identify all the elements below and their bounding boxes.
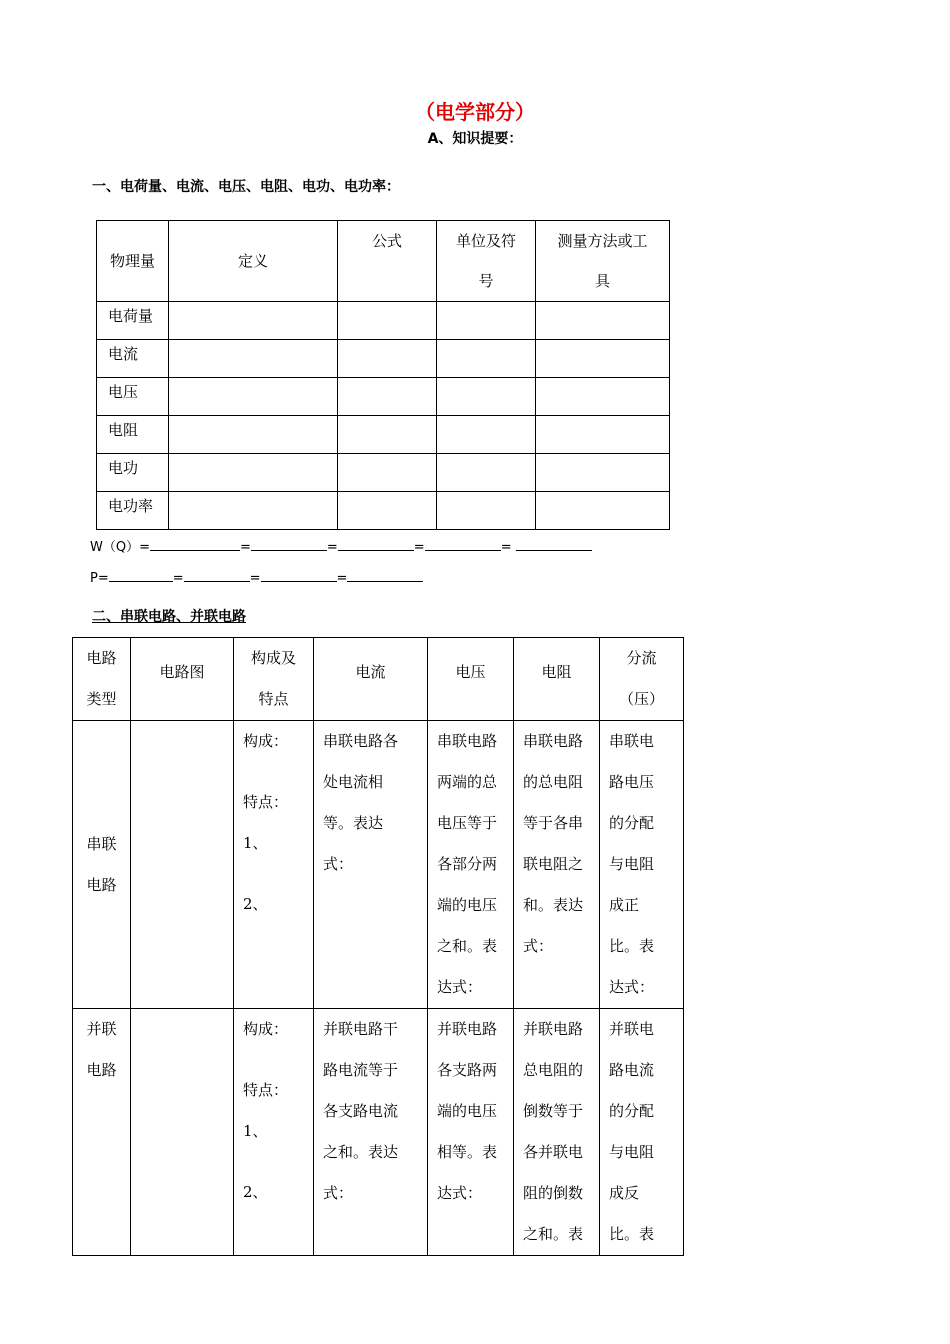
work-formula-line bbox=[90, 536, 592, 555]
table-row bbox=[97, 454, 670, 492]
series-resistance-cell bbox=[514, 721, 600, 1009]
cell-line: 的分配 bbox=[609, 1102, 655, 1120]
cell-line: 1、 bbox=[243, 1122, 268, 1140]
header-current bbox=[314, 638, 428, 721]
cell-line: 路电流 bbox=[609, 1061, 655, 1079]
header-composition bbox=[234, 638, 314, 721]
table-row bbox=[97, 378, 670, 416]
cell-line: 式： bbox=[523, 937, 554, 955]
cell-line: 两端的总 bbox=[437, 773, 498, 791]
header-line: 电压 bbox=[455, 663, 486, 681]
table-cell[interactable] bbox=[169, 454, 338, 492]
series-diagram-cell[interactable] bbox=[131, 721, 234, 1009]
fill-blank[interactable] bbox=[150, 538, 240, 551]
table-row bbox=[97, 302, 670, 340]
header-formula bbox=[338, 221, 437, 302]
cell-line: 电路 bbox=[86, 875, 117, 894]
header-circuit-type bbox=[73, 638, 131, 721]
cell-line: 并联 bbox=[86, 1020, 117, 1038]
header-unit-line: 号 bbox=[478, 272, 494, 290]
cell-line: 达式： bbox=[437, 978, 483, 996]
series-voltage-cell bbox=[428, 721, 514, 1009]
table-row bbox=[97, 416, 670, 454]
header-method-line: 测量方法或工 bbox=[557, 232, 648, 250]
table-cell[interactable] bbox=[437, 378, 536, 416]
fill-blank[interactable] bbox=[338, 538, 414, 551]
cell-line: 等于各串 bbox=[523, 814, 584, 832]
table-cell[interactable] bbox=[437, 454, 536, 492]
cell-line: 1、 bbox=[243, 834, 268, 852]
cell-line: 端的电压 bbox=[437, 1102, 498, 1120]
table-cell[interactable] bbox=[338, 378, 437, 416]
cell-line: 式： bbox=[323, 855, 354, 873]
cell-line: 成正 bbox=[609, 896, 640, 914]
table-cell[interactable] bbox=[437, 492, 536, 530]
cell-line: 的分配 bbox=[609, 814, 655, 832]
equals-sign: = bbox=[239, 540, 251, 555]
cell-line: 电路 bbox=[86, 1061, 117, 1079]
fill-blank[interactable] bbox=[184, 569, 250, 582]
cell-line: 串联 bbox=[86, 834, 117, 853]
cell-line: 阻的倒数 bbox=[523, 1184, 584, 1202]
power-formula-line bbox=[90, 569, 423, 586]
cell-line: 串联电路 bbox=[437, 732, 498, 750]
table-header-row bbox=[73, 638, 684, 721]
cell-line: 路电压 bbox=[609, 773, 655, 791]
table-row-parallel bbox=[73, 1009, 684, 1256]
equals-sign: = bbox=[413, 540, 425, 555]
parallel-diagram-cell[interactable] bbox=[131, 1009, 234, 1256]
table-cell[interactable] bbox=[437, 416, 536, 454]
cell-line: 成反 bbox=[609, 1184, 640, 1202]
cell-line: 比。表 bbox=[609, 1225, 655, 1243]
parallel-voltage-cell bbox=[428, 1009, 514, 1256]
table-cell[interactable] bbox=[536, 302, 670, 340]
equals-sign: = bbox=[326, 540, 338, 555]
parallel-current-cell bbox=[314, 1009, 428, 1256]
cell-line: 等。表达 bbox=[323, 814, 384, 832]
table-cell[interactable] bbox=[536, 378, 670, 416]
parallel-composition-cell bbox=[234, 1009, 314, 1256]
table-cell[interactable] bbox=[169, 492, 338, 530]
document-title: （电学部分） bbox=[415, 100, 535, 124]
cell-line: 比。表 bbox=[609, 937, 655, 955]
table-cell[interactable] bbox=[338, 416, 437, 454]
header-line: （压） bbox=[618, 690, 664, 708]
fill-blank[interactable] bbox=[516, 538, 592, 551]
cell-line: 之和。表 bbox=[437, 937, 498, 955]
table-cell[interactable] bbox=[437, 340, 536, 378]
cell-line: 构成： bbox=[243, 1020, 289, 1038]
cell-line: 处电流相 bbox=[323, 773, 384, 791]
table-cell[interactable] bbox=[536, 454, 670, 492]
table-cell[interactable] bbox=[338, 492, 437, 530]
row-label: 电荷量 bbox=[97, 302, 169, 340]
cell-line: 并联电 bbox=[609, 1020, 655, 1038]
cell-line: 相等。表 bbox=[437, 1143, 498, 1161]
table-cell[interactable] bbox=[169, 340, 338, 378]
row-label: 电阻 bbox=[97, 416, 169, 454]
cell-line: 电压等于 bbox=[437, 814, 498, 832]
series-divide-cell bbox=[600, 721, 684, 1009]
table-cell[interactable] bbox=[169, 302, 338, 340]
header-line: 类型 bbox=[86, 690, 117, 708]
table-cell[interactable] bbox=[536, 340, 670, 378]
cell-line: 达式： bbox=[437, 1184, 483, 1202]
cell-line: 达式： bbox=[609, 978, 655, 996]
table-cell[interactable] bbox=[437, 302, 536, 340]
cell-line: 特点： bbox=[243, 793, 289, 811]
section2-heading: 二、串联电路、并联电路 bbox=[92, 609, 246, 625]
table-cell[interactable] bbox=[536, 416, 670, 454]
cell-line: 路电流等于 bbox=[323, 1061, 399, 1079]
header-definition: 定义 bbox=[169, 221, 338, 302]
series-type-cell bbox=[73, 721, 131, 1009]
parallel-divide-cell bbox=[600, 1009, 684, 1256]
cell-line: 端的电压 bbox=[437, 896, 498, 914]
cell-line: 串联电路 bbox=[523, 732, 584, 750]
cell-line: 串联电 bbox=[609, 732, 655, 750]
cell-line: 特点： bbox=[243, 1081, 289, 1099]
cell-line: 与电阻 bbox=[609, 1143, 655, 1161]
cell-line: 总电阻的 bbox=[523, 1061, 584, 1079]
cell-line: 与电阻 bbox=[609, 855, 655, 873]
table-cell[interactable] bbox=[169, 378, 338, 416]
equals-sign: = bbox=[249, 571, 261, 586]
parallel-resistance-cell bbox=[514, 1009, 600, 1256]
header-formula-text: 公式 bbox=[371, 232, 402, 250]
cell-line: 和。表达 bbox=[523, 896, 584, 914]
header-line: 分流 bbox=[626, 649, 657, 667]
cell-line: 并联电路 bbox=[437, 1020, 498, 1038]
header-quantity: 物理量 bbox=[97, 221, 169, 302]
table-row bbox=[97, 340, 670, 378]
table-header-row bbox=[97, 221, 670, 302]
table-cell[interactable] bbox=[169, 416, 338, 454]
fill-blank[interactable] bbox=[109, 569, 173, 582]
header-unit-line: 单位及符 bbox=[455, 232, 516, 250]
header-line: 构成及 bbox=[250, 649, 296, 667]
equals-sign: = bbox=[336, 571, 348, 586]
document-subtitle: A、知识提要： bbox=[427, 131, 523, 147]
fill-blank[interactable] bbox=[261, 569, 337, 582]
table-cell[interactable] bbox=[338, 340, 437, 378]
cell-line: 各支路两 bbox=[437, 1061, 498, 1079]
cell-line: 各支路电流 bbox=[323, 1102, 399, 1120]
cell-line: 串联电路各 bbox=[323, 732, 399, 750]
header-method-line: 具 bbox=[594, 272, 610, 290]
table-cell[interactable] bbox=[536, 492, 670, 530]
cell-line: 式： bbox=[323, 1184, 354, 1202]
header-line: 特点 bbox=[258, 690, 289, 708]
cell-line: 之和。表达 bbox=[323, 1143, 399, 1161]
header-unit bbox=[437, 221, 536, 302]
row-label: 电流 bbox=[97, 340, 169, 378]
fill-blank[interactable] bbox=[347, 569, 423, 582]
series-composition-cell bbox=[234, 721, 314, 1009]
quantities-table bbox=[96, 220, 670, 530]
cell-line: 各并联电 bbox=[523, 1143, 584, 1161]
cell-line: 并联电路干 bbox=[323, 1020, 399, 1038]
cell-line: 联电阻之 bbox=[523, 855, 584, 873]
cell-line: 2、 bbox=[243, 895, 268, 913]
circuit-table bbox=[72, 637, 684, 1256]
cell-line: 各部分两 bbox=[437, 855, 498, 873]
cell-line: 倒数等于 bbox=[523, 1102, 584, 1120]
fill-blank[interactable] bbox=[425, 538, 501, 551]
header-method bbox=[536, 221, 670, 302]
table-row-series bbox=[73, 721, 684, 1009]
table-cell[interactable] bbox=[338, 302, 437, 340]
cell-line: 构成： bbox=[243, 732, 289, 750]
header-line: 电路 bbox=[86, 649, 117, 667]
header-line: 电路图 bbox=[159, 663, 205, 681]
equals-sign: = bbox=[172, 571, 184, 586]
table-row bbox=[97, 492, 670, 530]
cell-line: 之和。表 bbox=[523, 1225, 584, 1243]
parallel-type-cell bbox=[73, 1009, 131, 1256]
header-voltage bbox=[428, 638, 514, 721]
table-cell[interactable] bbox=[338, 454, 437, 492]
cell-line: 的总电阻 bbox=[523, 773, 584, 791]
cell-line: 并联电路 bbox=[523, 1020, 584, 1038]
formula-prefix: P= bbox=[90, 571, 109, 586]
header-divide bbox=[600, 638, 684, 721]
equals-sign: = bbox=[500, 540, 512, 555]
header-line: 电流 bbox=[355, 663, 386, 681]
header-line: 电阻 bbox=[541, 663, 572, 681]
row-label: 电压 bbox=[97, 378, 169, 416]
row-label: 电功率 bbox=[97, 492, 169, 530]
header-resistance bbox=[514, 638, 600, 721]
section1-heading: 一、电荷量、电流、电压、电阻、电功、电功率： bbox=[92, 179, 400, 195]
fill-blank[interactable] bbox=[251, 538, 327, 551]
header-circuit-diagram bbox=[131, 638, 234, 721]
cell-line: 2、 bbox=[243, 1183, 268, 1201]
series-current-cell bbox=[314, 721, 428, 1009]
formula-prefix: W（Q）= bbox=[90, 540, 150, 555]
row-label: 电功 bbox=[97, 454, 169, 492]
